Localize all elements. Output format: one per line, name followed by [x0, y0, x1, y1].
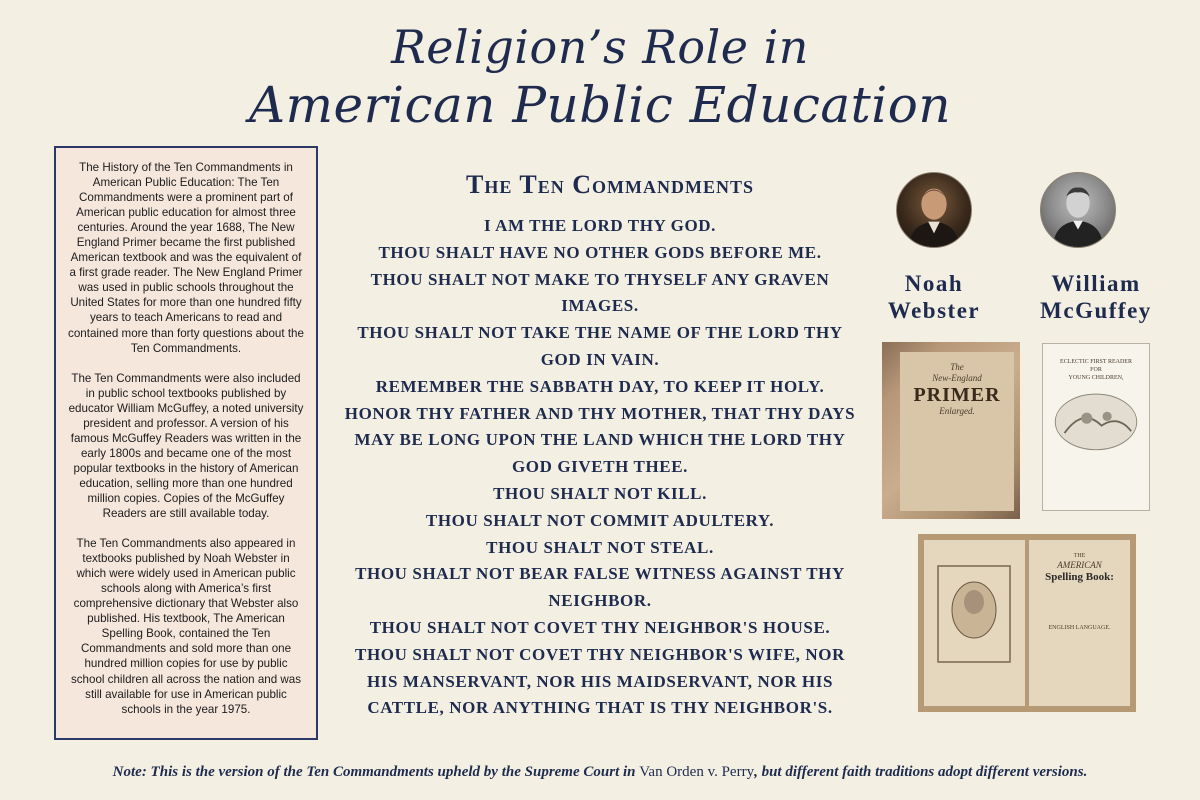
speller-spelling-book: Spelling Book:: [1045, 571, 1114, 583]
history-paragraph-2: The Ten Commandments were also included in public school textbooks published by educator William McGuffey, a noted university president and professor. A version of his famous McGuffey Readers was written in the early 1800s and became one of the most popular textbooks in the history of American education, selling more than one hundred million copies. Copies of the McGuffey Readers are still available today.: [68, 371, 304, 521]
primer-title-primer: PRIMER: [913, 384, 1001, 406]
american-spelling-book-image: [918, 534, 1136, 712]
william-mcguffey-portrait: [1040, 172, 1116, 248]
commandment-line: HONOR THY FATHER AND THY MOTHER, THAT THY DAYS MAY BE LONG UPON THE LAND WHICH THE LORD THY GOD GIVETH THEE.: [344, 403, 856, 477]
noah-webster-first-name: Noah: [904, 271, 964, 296]
commandment-line: THOU SHALT NOT MAKE TO THYSELF ANY GRAVEN IMAGES.: [370, 269, 830, 316]
william-mcguffey-name: [1020, 270, 1172, 324]
commandment-line: REMEMBER THE SABBATH DAY, TO KEEP IT HOLY.: [375, 376, 825, 396]
commandment-line: I AM THE LORD THY GOD.: [483, 216, 717, 235]
primer-title-the: The: [950, 362, 964, 372]
commandments-list: [340, 213, 860, 722]
speller-left-page: [924, 540, 1025, 706]
commandment-line: THOU SHALT NOT COVET THY NEIGHBOR'S HOUSE.: [369, 617, 831, 637]
history-text-box: [54, 146, 318, 740]
history-paragraph-3: The Ten Commandments also appeared in textbooks published by Noah Webster in which were widely used in American public schools along with America’s first comprehensive dictionary that Webster also published. His textbook, The American Spelling Book, contained the Ten Commandments and sold more than one hundred million copies for use by public school children all across the nation and was still available for use in American public schools in the year 1975.: [70, 537, 302, 716]
footnote: [0, 764, 1200, 781]
speller-right-page: [1029, 540, 1130, 706]
mcguffey-reader-image: [1042, 343, 1150, 511]
commandment-line: THOU SHALT NOT BEAR FALSE WITNESS AGAINST THY NEIGHBOR.: [355, 564, 845, 611]
noah-webster-name: [864, 270, 1004, 324]
speller-english-language: ENGLISH LANGUAGE.: [1048, 625, 1111, 631]
william-mcguffey-first-name: William: [1051, 271, 1141, 296]
history-paragraph-1: The History of the Ten Commandments in American Public Education: The Ten Commandments were a prominent part of American public education for almost three centuries. Around the year 1688, The New England Primer became the first published American textbook and was the equivalent of a first grade reader. The New England Primer was used in public schools throughout the United States for more than one hundred fifty years to teach Americans to read and contained more than forty questions about the Ten Commandments.: [68, 161, 304, 355]
reader-for: FOR: [1090, 367, 1102, 373]
footnote-case-name: Van Orden v. Perry: [639, 764, 755, 780]
primer-subtitle: Enlarged.: [939, 406, 975, 416]
noah-webster-portrait: [896, 172, 972, 248]
reader-title: ECLECTIC FIRST READER: [1060, 359, 1132, 365]
reader-illustration: [1046, 388, 1146, 454]
commandments-heading: The Ten Commandments: [466, 170, 754, 199]
william-mcguffey-last-name: McGuffey: [1040, 298, 1152, 323]
commandment-line: THOU SHALT NOT COVET THY NEIGHBOR'S WIFE, NOR HIS MANSERVANT, NOR HIS MAIDSERVANT, NOR HIS CATTLE, NOR ANYTHING THAT IS THY NEIGHBOR'S.: [355, 644, 845, 718]
primer-title-new-england: New-England: [932, 373, 982, 383]
footnote-text-before: Note: This is the version of the Ten Commandments upheld by the Supreme Court in: [112, 764, 640, 780]
commandment-line: THOU SHALT NOT STEAL.: [486, 537, 714, 557]
page-title-line-1: Religion’s Role in: [391, 20, 809, 74]
commandment-line: THOU SHALT NOT KILL.: [493, 483, 707, 503]
reader-young-children: YOUNG CHILDREN,: [1068, 375, 1124, 381]
commandment-line: THOU SHALT HAVE NO OTHER GODS BEFORE ME.: [378, 242, 822, 262]
page-title-line-2: American Public Education: [248, 76, 952, 134]
footnote-text-after: , but different faith traditions adopt different versions.: [754, 764, 1088, 780]
speller-the: THE: [1073, 553, 1086, 559]
noah-webster-last-name: Webster: [887, 298, 981, 323]
commandment-line: THOU SHALT NOT TAKE THE NAME OF THE LORD THY GOD IN VAIN.: [357, 323, 843, 369]
commandment-line: THOU SHALT NOT COMMIT ADULTERY.: [425, 510, 775, 530]
new-england-primer-image: [882, 342, 1020, 519]
speller-american: AMERICAN: [1057, 560, 1102, 570]
